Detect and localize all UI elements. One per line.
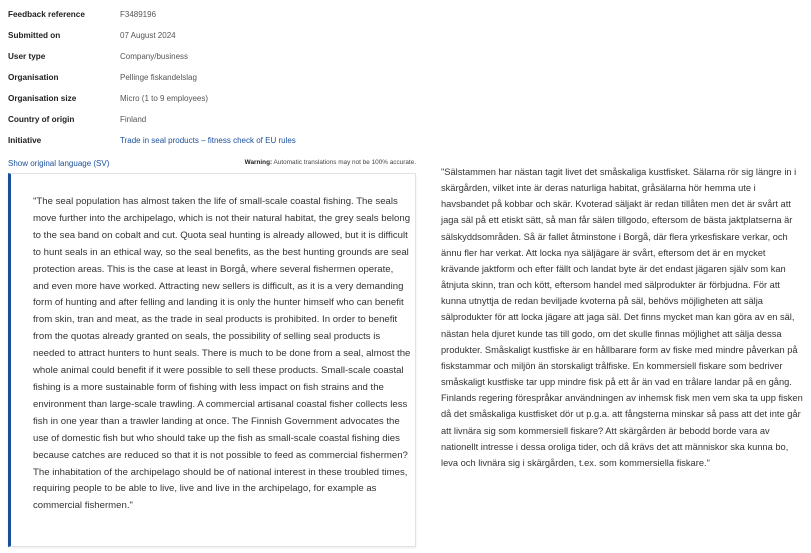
feedback-details [8, 4, 428, 151]
feedback-reference-row [8, 4, 428, 25]
submitted-on-row [8, 25, 428, 46]
feedback-reference-value: F3489196 [120, 10, 157, 19]
warning-label: Warning: [244, 159, 273, 166]
translated-feedback-panel [8, 173, 416, 547]
user-type-value: Company/business [120, 52, 189, 61]
country-of-origin-label: Country of origin [8, 115, 75, 124]
original-feedback-text: "Sälstammen har nästan tagit livet det småskaliga kustfisket. Sälarna rör sig längre in i skärgården, vilket inte är deras naturliga habitat, gråsälarna hör hemma ute i havsbandet på kobbar och skär. Kvoterad säljakt är redan tillåten men det är svårt att jaga säl på ett etiskt sätt, så man får sälen tillgodo, eftersom de bästa jaktplatserna är sälskyddsområden. Så är fallet åtminstone i Borgå, där flera yrkesfiskare verkar, och ännu fler har verkat. Att locka nya säljägare är svårt, eftersom det är en mycket krävande jaktform och efter fällt och landat byte är det endast jägaren själv som kan åtnjuta skinn, tran och kött, eftersom handel med sälprodukter är förbjudna. För att kunna utnyttja de redan beviljade kvoterna på säl, behövs möjligheten att sälja sälprodukter för att locka jägare att jaga säl. Det finns mycket man kan göra av en säl, nästan hela djuret kunde tas till godo, om det skulle finnas möjlighet att sälja dessa produkter. Småskaligt kustfiske är en hållbarare form av fiske med mindre påverkan på fiskstammar och miljön än storskaligt trålfiske. En kommersiell fiskare som bedriver småskaligt kustfiske tar upp mindre fisk på ett år än vad en trålare landar på en gång. Finlands regering förespråkar användningen av inhemsk fisk men vem ska ta upp fisken då det småskaliga kustfisket dör ut p.g.a. att fångsterna minskar så pass att det inte går att livnära sig som kommersiell fiskare? Att skärgården är bebodd borde vara av nationellt intresse i dessa oroliga tider, och då krävs det att människor ska kunna bo, leva och livnära sig i skärgården, t.ex. som kommersiella fiskare." [441, 167, 803, 468]
organisation-label: Organisation [8, 73, 59, 82]
country-of-origin-value: Finland [120, 115, 147, 124]
organisation-size-value: Micro (1 to 9 employees) [120, 94, 209, 103]
initiative-row [8, 130, 428, 151]
show-original-language-link[interactable]: Show original language (SV) [8, 159, 110, 168]
organisation-value: Pellinge fiskandelslag [120, 73, 197, 82]
translated-feedback-text: "The seal population has almost taken the life of small-scale coastal fishing. The seals move further into the archipelago, which is not their natural habitat, the grey seals belong to the sea band on cobalt and cut. Quota seal hunting is already allowed, but it is difficult to hunt seals in an ethical way, so the seal benefits, as the best hunting grounds are seal protection areas. This is the case at least in Borgå, where several fishermen operate, and even more have worked. Attracting new sellers is difficult, as it is a very demanding form of hunting and after felling and landing it is only the hunter himself who can benefit from skin, tran and meat, as the trade in seal products is prohibited. In order to benefit from the quotas already granted on seals, the possibility of selling seal products is needed to attract hunters to hunt seals. There is much to be done from a seal, almost the whole animal could benefit if it were possible to sell these products. Small-scale coastal fishing is a more sustainable form of fishing with less impact on fish strains and the environment than large-scale trawling. A commercial artisanal coastal fisher collects less fish in one year than a trawler landing at once. The Finnish Government advocates the use of domestic fish but who should take up the fish as small-scale coastal fishing dies because catches are reduced so that it is not possible to feed as commercial fishermen? The inhabitation of the archipelago should be of national interest in these troubled times, requiring people to be able to live, live and live in the archipelago, for example as commercial fishermen." [33, 196, 411, 512]
warning-text: Automatic translations may not be 100% accurate. [273, 159, 416, 166]
feedback-reference-label: Feedback reference [8, 10, 85, 19]
submitted-on-label: Submitted on [8, 31, 61, 40]
user-type-label: User type [8, 52, 46, 61]
country-of-origin-row [8, 109, 428, 130]
organisation-size-label: Organisation size [8, 94, 77, 103]
translation-toolbar [8, 159, 416, 169]
organisation-row [8, 67, 428, 88]
organisation-size-row [8, 88, 428, 109]
initiative-link[interactable]: Trade in seal products – fitness check of EU rules [120, 136, 296, 145]
initiative-label: Initiative [8, 136, 42, 145]
submitted-on-value: 07 August 2024 [120, 31, 176, 40]
translation-warning [245, 159, 416, 166]
user-type-row [8, 46, 428, 67]
